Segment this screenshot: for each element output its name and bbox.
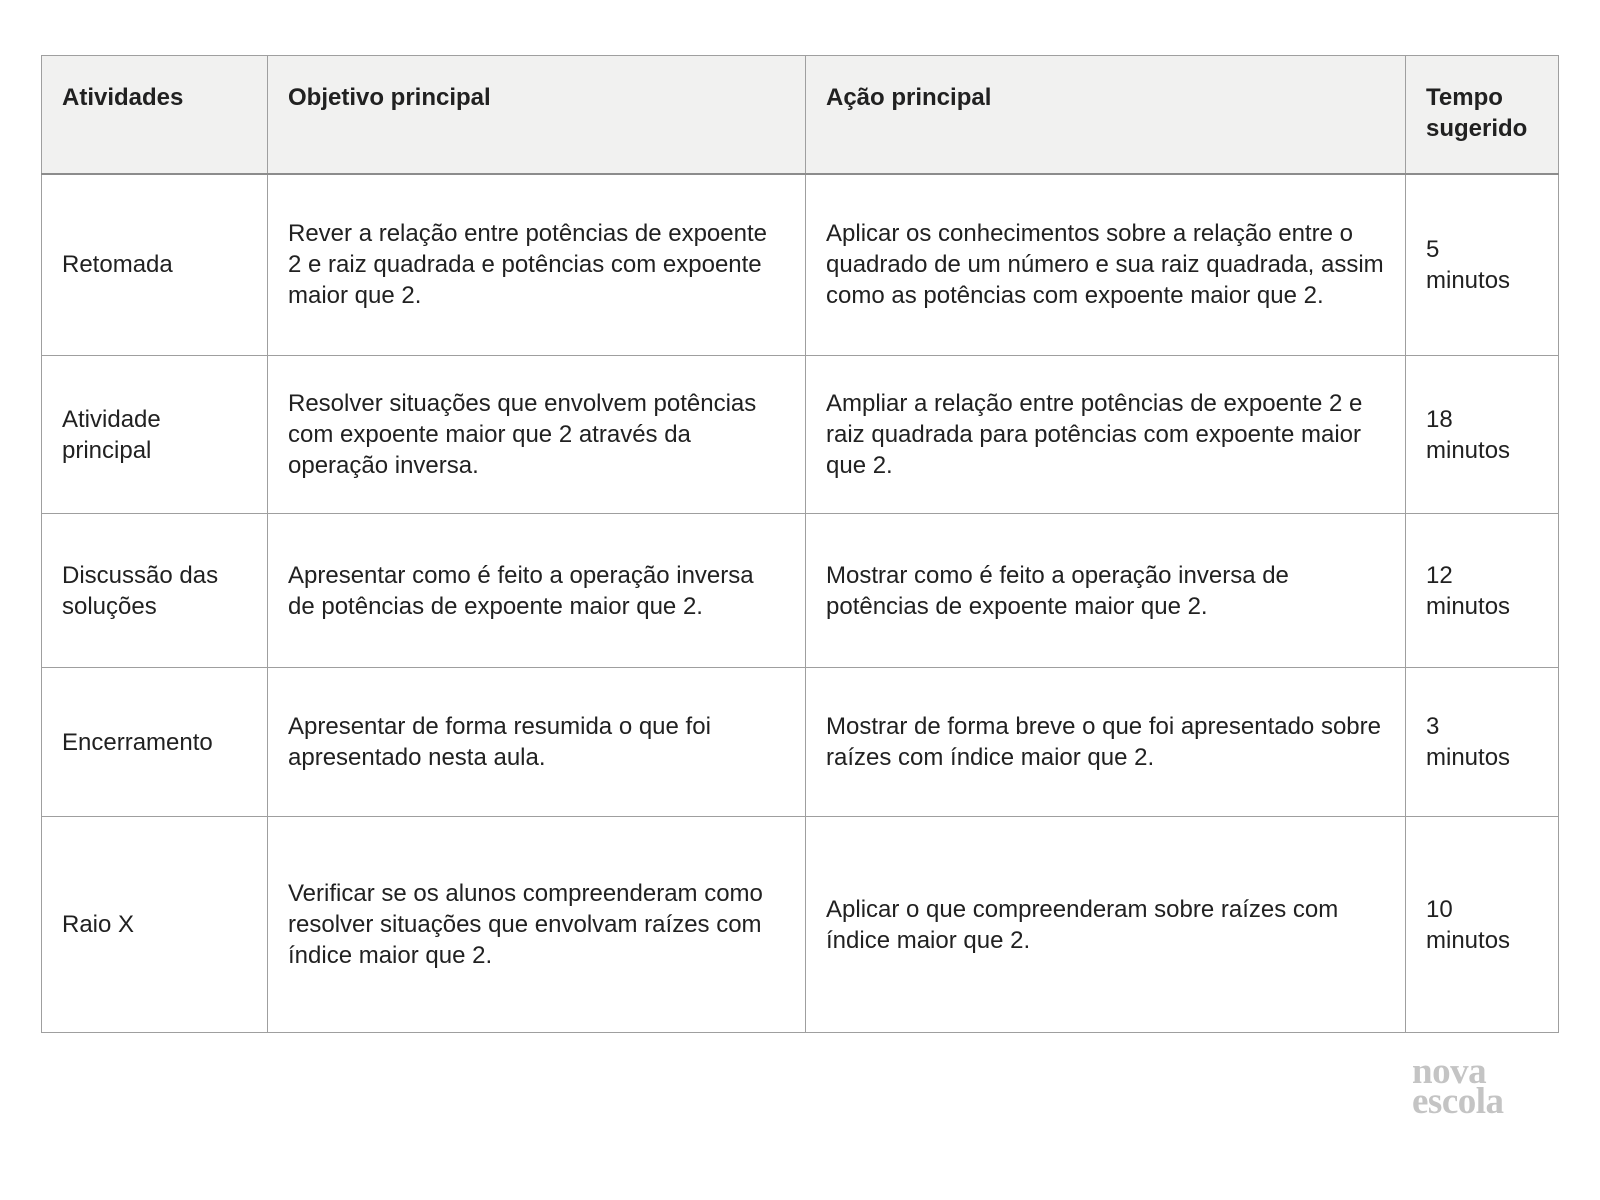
objective-cell: Apresentar como é feito a operação inversa de potências de expoente maior que 2.	[268, 514, 806, 668]
table-row	[42, 356, 1559, 514]
time-cell	[1406, 174, 1559, 356]
table-row	[42, 174, 1559, 356]
time-value: 10	[1426, 895, 1453, 923]
time-unit: minutos	[1426, 926, 1511, 954]
col-header-objetivo-principal: Objetivo principal	[268, 56, 806, 174]
objective-cell: Apresentar de forma resumida o que foi apresentado nesta aula.	[268, 668, 806, 817]
action-cell: Mostrar como é feito a operação inversa de potências de expoente maior que 2.	[806, 514, 1406, 668]
activity-cell: Discussão das soluções	[42, 514, 268, 668]
objective-cell: Rever a relação entre potências de expoente 2 e raiz quadrada e potências com expoente maior que 2.	[268, 174, 806, 356]
action-cell: Ampliar a relação entre potências de expoente 2 e raiz quadrada para potências com expoente maior que 2.	[806, 356, 1406, 514]
time-unit: minutos	[1426, 266, 1511, 294]
activity-cell: Retomada	[42, 174, 268, 356]
time-value: 5	[1426, 235, 1440, 263]
activity-cell: Raio X	[42, 817, 268, 1033]
time-value: 18	[1426, 405, 1453, 433]
time-unit: minutos	[1426, 436, 1511, 464]
action-cell: Aplicar os conhecimentos sobre a relação entre o quadrado de um número e sua raiz quadrada, assim como as potências com expoente maior que 2.	[806, 174, 1406, 356]
logo-line-2: escola	[1412, 1081, 1504, 1122]
time-unit: minutos	[1426, 744, 1511, 771]
action-cell: Mostrar de forma breve o que foi apresentado sobre raízes com índice maior que 2.	[806, 668, 1406, 817]
time-value: 12	[1426, 561, 1453, 589]
time-cell	[1406, 514, 1559, 668]
objective-cell: Verificar se os alunos compreenderam como resolver situações que envolvam raízes com índice maior que 2.	[268, 817, 806, 1033]
action-cell: Aplicar o que compreenderam sobre raízes com índice maior que 2.	[806, 817, 1406, 1033]
table-row	[42, 817, 1559, 1033]
col-header-tempo-sugerido: Tempo sugerido	[1406, 56, 1559, 174]
activity-cell: Atividade principal	[42, 356, 268, 514]
time-cell	[1406, 356, 1559, 514]
header-row	[42, 56, 1559, 174]
table-row	[42, 514, 1559, 668]
col-header-atividades: Atividades	[42, 56, 268, 174]
lesson-plan-table-wrap	[41, 55, 1559, 1033]
time-cell	[1406, 817, 1559, 1033]
nova-escola-logo	[1412, 1051, 1504, 1122]
objective-cell: Resolver situações que envolvem potências com expoente maior que 2 através da operação inversa.	[268, 356, 806, 514]
logo-line-1: nova	[1412, 1051, 1487, 1092]
table-row	[42, 668, 1559, 817]
time-unit: minutos	[1426, 592, 1511, 620]
activity-cell: Encerramento	[42, 668, 268, 817]
col-header-acao-principal: Ação principal	[806, 56, 1406, 174]
lesson-plan-table	[41, 55, 1559, 1033]
time-cell	[1406, 668, 1559, 817]
time-value: 3	[1426, 713, 1440, 740]
